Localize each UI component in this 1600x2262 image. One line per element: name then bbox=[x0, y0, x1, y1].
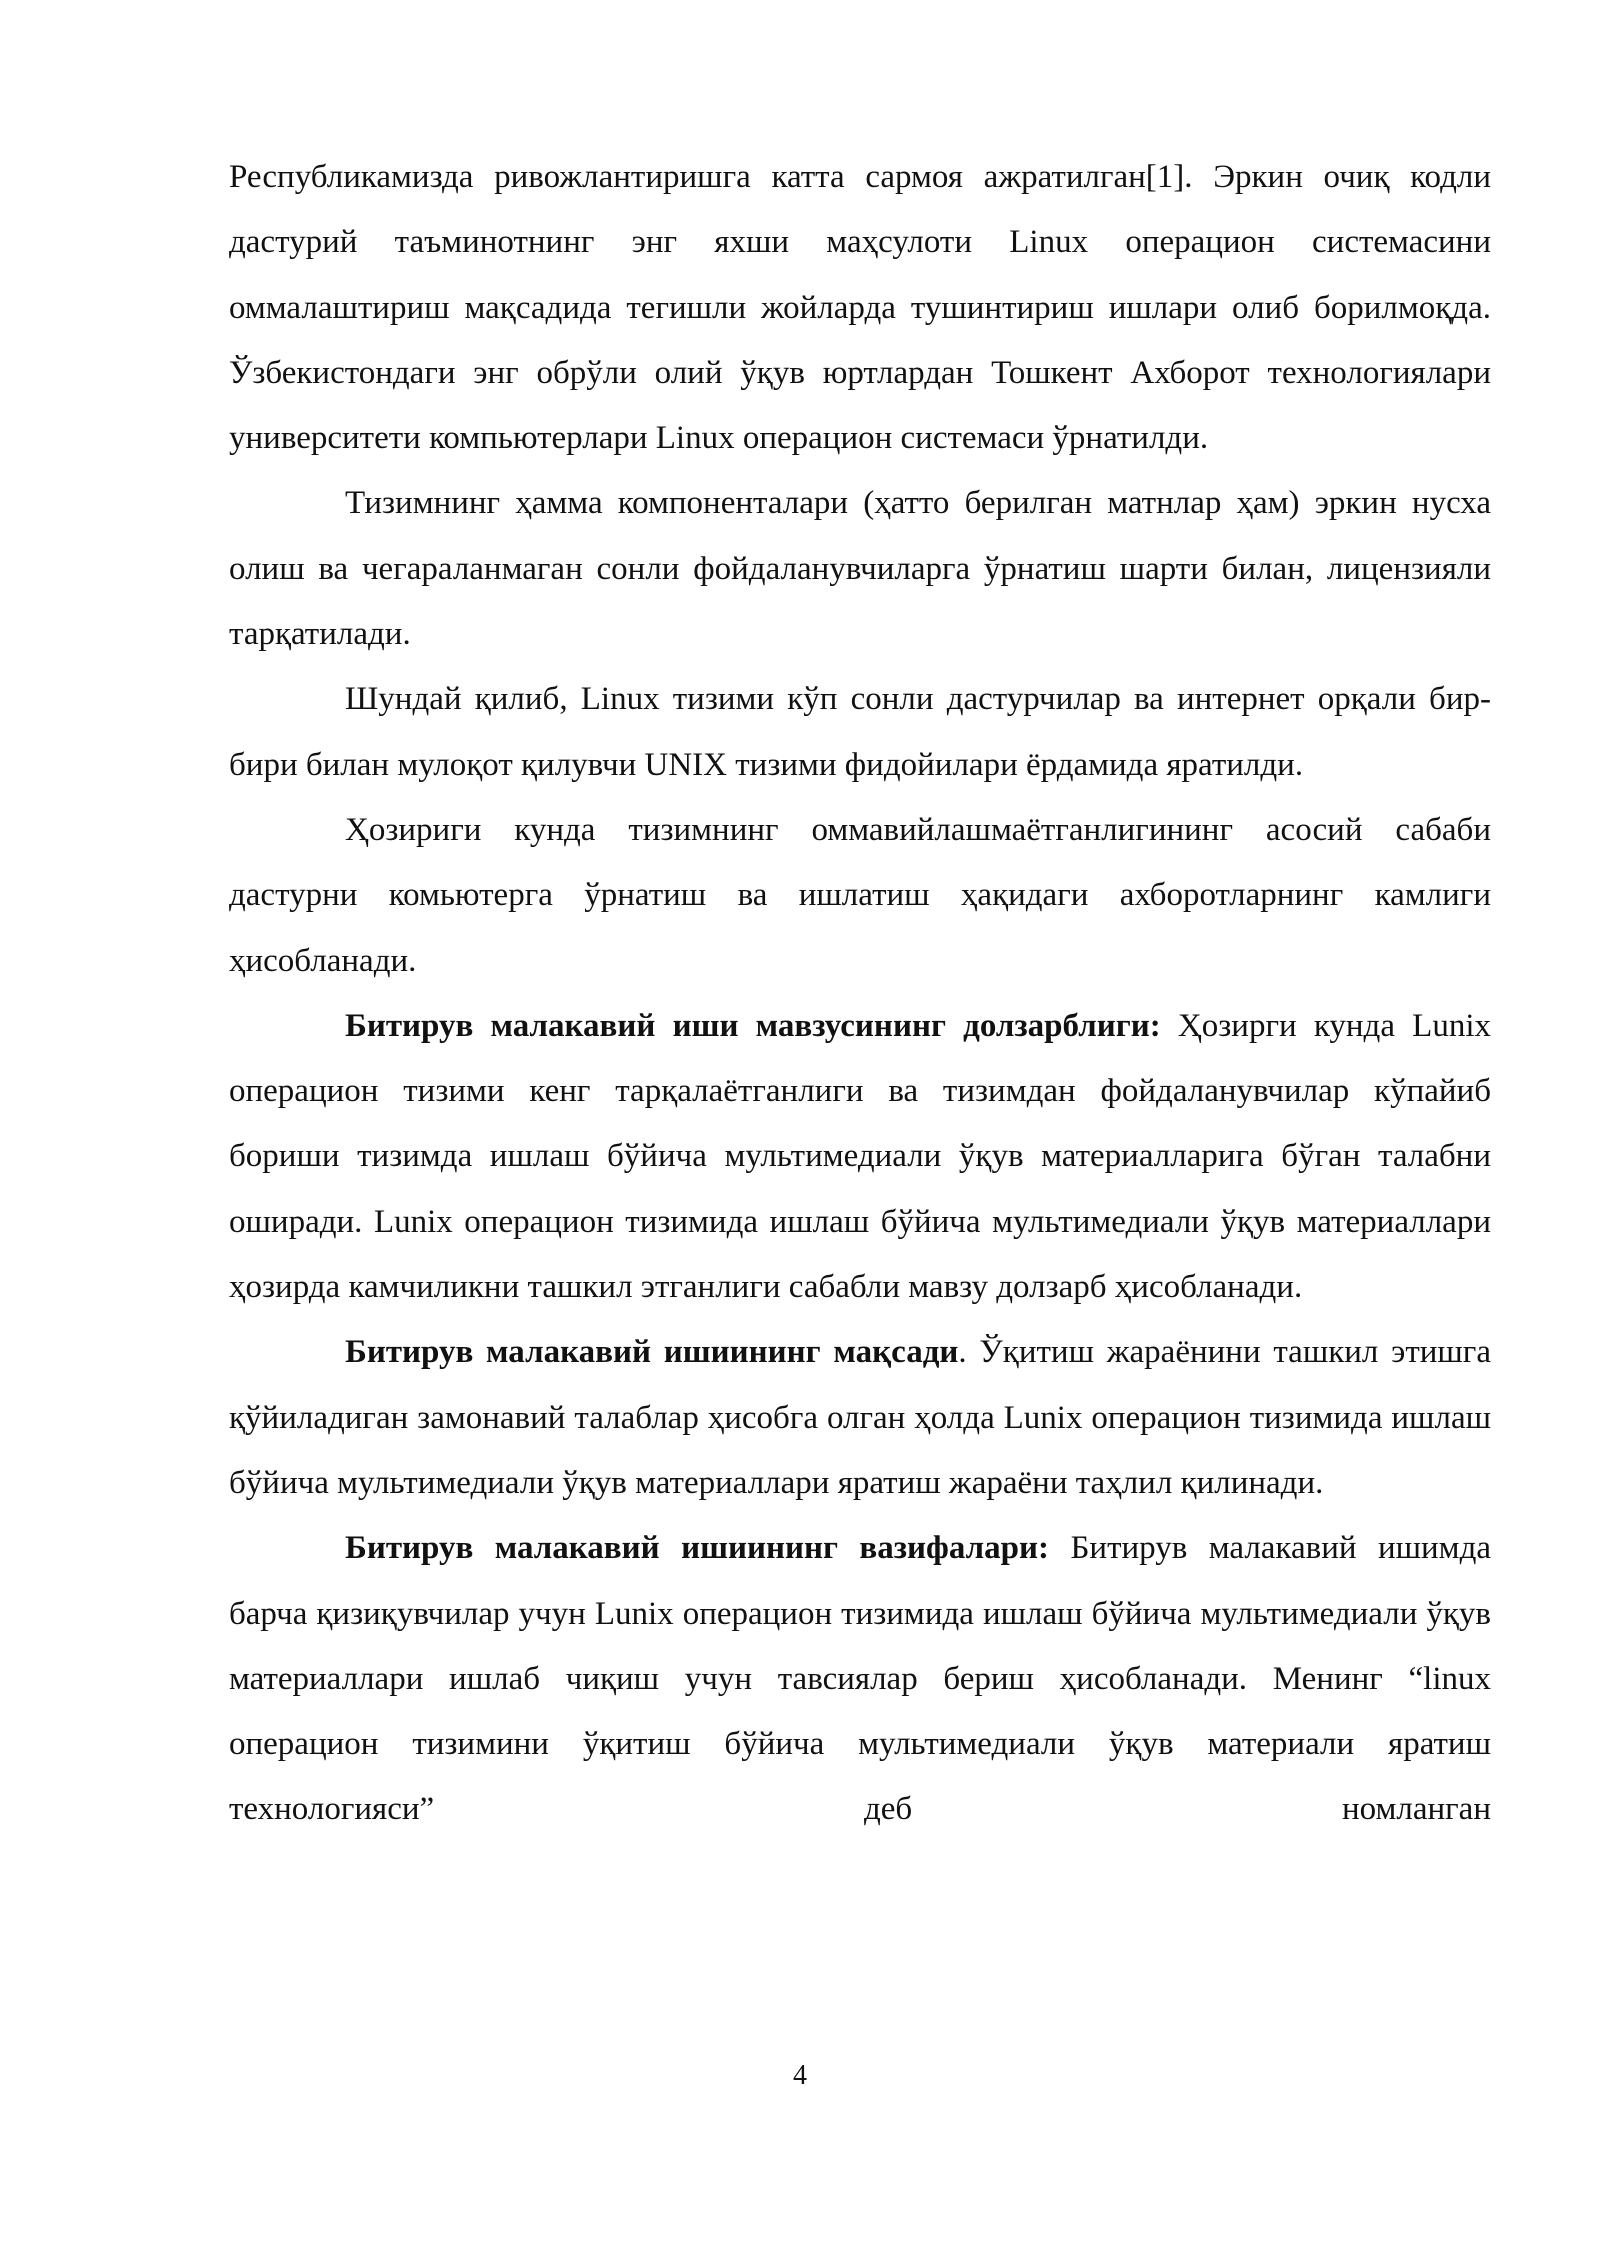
tasks-text: Битирув малакавий ишимда барча қизиқувчилар учун Lunix операцион тизимида ишлаш бўйича мультимедиали ўқув материаллари ишлаб чиқиш учун тавсиялар бериш ҳисобланади. Менинг “linux операцион тизимини ўқитиш бўйича мультимедиали ўқув материали яратиш технологияси” деб номланган bbox=[229, 1530, 1491, 1828]
tasks-heading: Битирув малакавий ишиининг вазифалари: bbox=[345, 1530, 1050, 1567]
paragraph-relevance bbox=[229, 994, 1491, 1320]
paragraph-3-text: Шундай қилиб, Linux тизими кўп сонли дастурчилар ва интернет орқали бир-бири билан мулоқот қилувчи UNIX тизими фидойилари ёрдамида яратилди. bbox=[229, 681, 1491, 783]
page-number: 4 bbox=[793, 2060, 807, 2091]
goal-text: . Ўқитиш жараёнини ташкил этишга қўйиладиган замонавий талаблар ҳисобга олган ҳолда Lunix операцион тизимида ишлаш бўйича мультимедиали ўқув материаллари яратиш жараёни таҳлил қилинади. bbox=[229, 1334, 1491, 1501]
paragraph-1-text: Республикамизда ривожлантиришга катта сармоя ажратилган[1]. Эркин очиқ кодли дастурий таъминотнинг энг яхши маҳсулоти Linux операцион системасини оммалаштириш мақсадида тегишли жойларда тушинтириш ишлари олиб борилмоқда. Ўзбекистондаги энг обрўли олий ўқув юртлардан Тошкент Ахборот технологиялари университети компьютерлари Linux операцион системаси ўрнатилди. bbox=[229, 159, 1491, 457]
paragraph-4 bbox=[229, 798, 1491, 994]
paragraph-2-text: Тизимнинг ҳамма компоненталари (ҳатто берилган матнлар ҳам) эркин нусха олиш ва чегараланмаган сонли фойдаланувчиларга ўрнатиш шарти билан, лицензияли тарқатилади. bbox=[229, 485, 1491, 653]
document-page bbox=[229, 145, 1491, 1843]
relevance-heading: Битирув малакавий иши мавзусининг долзарблиги: bbox=[345, 1007, 1161, 1044]
goal-heading: Битирув малакавий ишиининг мақсади bbox=[345, 1334, 959, 1371]
paragraph-2 bbox=[229, 471, 1491, 667]
paragraph-4-text: Ҳозириги кунда тизимнинг оммавийлашмаётганлигининг асосий сабаби дастурни комьютерга ўрнатиш ва ишлатиш ҳақидаги ахборотларнинг камлиги ҳисобланади. bbox=[229, 811, 1491, 979]
paragraph-goal bbox=[229, 1320, 1491, 1516]
paragraph-3 bbox=[229, 667, 1491, 798]
paragraph-tasks bbox=[229, 1516, 1491, 1842]
paragraph-1 bbox=[229, 145, 1491, 471]
relevance-text: Ҳозирги кунда Lunix операцион тизими кенг тарқалаётганлиги ва тизимдан фойдаланувчилар кўпайиб бориши тизимда ишлаш бўйича мультимедиали ўқув материалларига бўган талабни оширади. Lunix операцион тизимида ишлаш бўйича мультимедиали ўқув материаллари ҳозирда камчиликни ташкил этганлиги сабабли мавзу долзарб ҳисобланади. bbox=[229, 1007, 1491, 1306]
